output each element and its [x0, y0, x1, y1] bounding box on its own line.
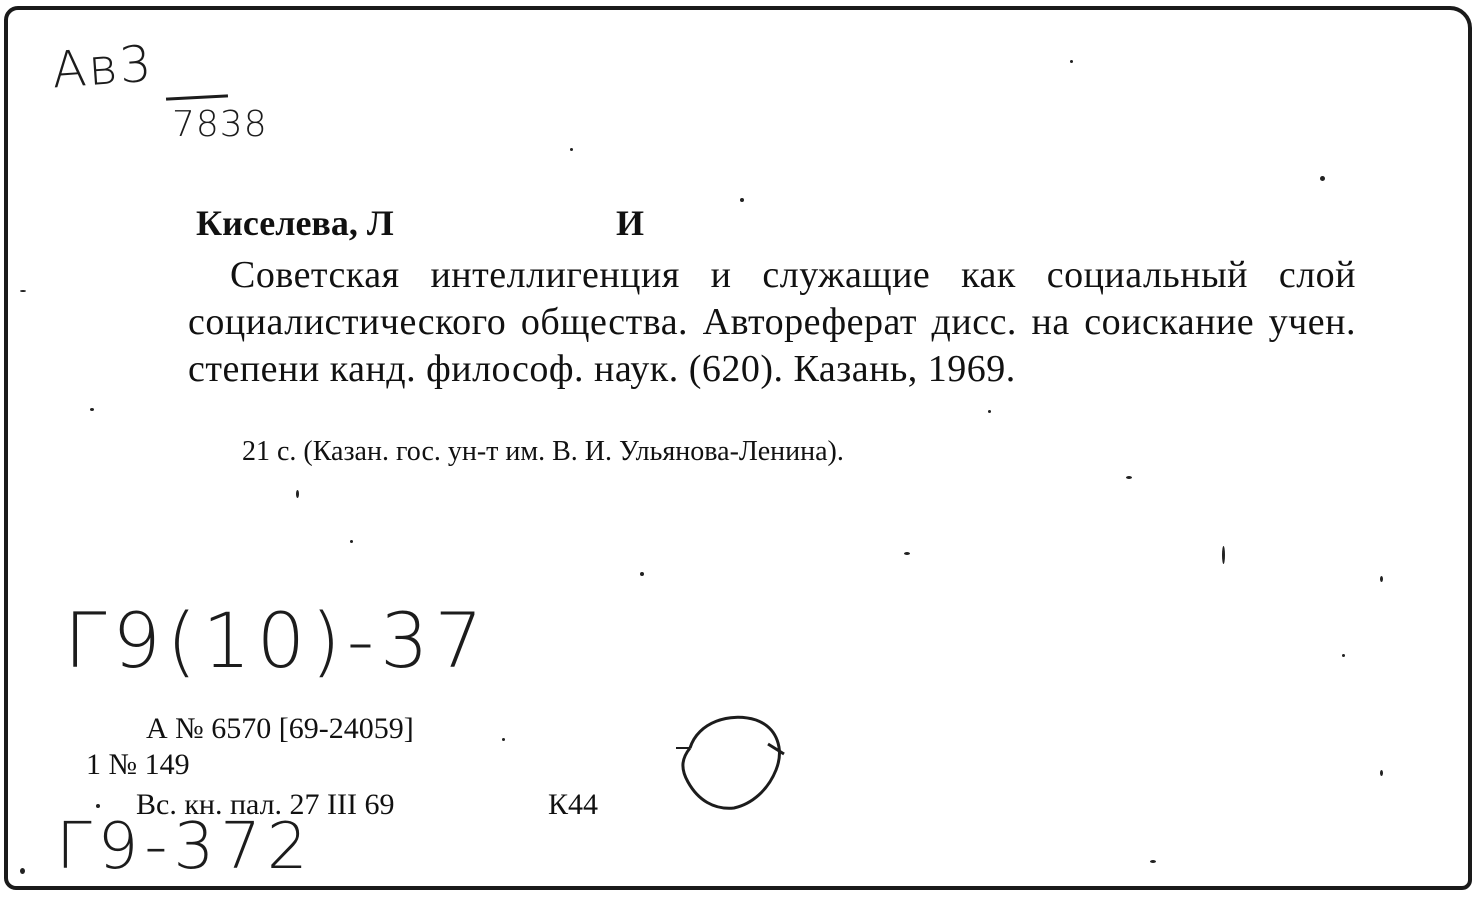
- author-initial: И: [616, 203, 645, 243]
- scan-speck: [350, 540, 353, 543]
- scan-speck: [90, 408, 94, 411]
- scan-speck: [904, 552, 910, 555]
- scan-speck: [1320, 176, 1325, 181]
- scan-speck: [1070, 60, 1073, 63]
- copy-number: 1 № 149: [86, 748, 190, 781]
- pages-publisher: 21 с. (Казан. гос. ун-т им. В. И. Ульянова-Ленина).: [242, 436, 844, 467]
- shelf-mark-bottom: 7838: [172, 104, 268, 145]
- scan-speck: [570, 148, 573, 151]
- author-name: Киселева, Л: [196, 203, 394, 243]
- entry-title: Советская интеллигенция и служащие как социальный слой социалистического общества. Автореферат дисс. на соискание учен. степени канд. философ. наук. (620). Казань, 1969.: [188, 254, 1356, 390]
- scan-speck: [1342, 654, 1345, 657]
- accession-number: А № 6570 [69-24059]: [146, 712, 414, 745]
- scan-speck: [502, 738, 505, 741]
- scan-speck: [988, 410, 991, 413]
- scan-speck: [1380, 770, 1383, 776]
- scan-speck: [740, 198, 744, 202]
- scan-speck: [20, 868, 25, 874]
- scan-speck: [96, 804, 100, 808]
- scan-speck: [296, 490, 299, 498]
- shelf-mark-top: Ав3: [50, 34, 156, 100]
- classification-handwritten: Г9(10)-37: [64, 596, 489, 685]
- scan-speck: [1222, 546, 1225, 564]
- scan-speck: [1126, 476, 1132, 479]
- classification-handwritten-2: Г9-372: [56, 810, 314, 884]
- k-code: К44: [548, 788, 599, 821]
- hand-drawn-circle: [668, 704, 798, 824]
- scan-speck: [640, 572, 644, 576]
- book-chamber-line: Вс. кн. пал. 27 III 69: [136, 788, 395, 821]
- scan-speck: [1150, 860, 1156, 863]
- scan-speck: [1380, 576, 1383, 582]
- scan-speck: [20, 290, 26, 292]
